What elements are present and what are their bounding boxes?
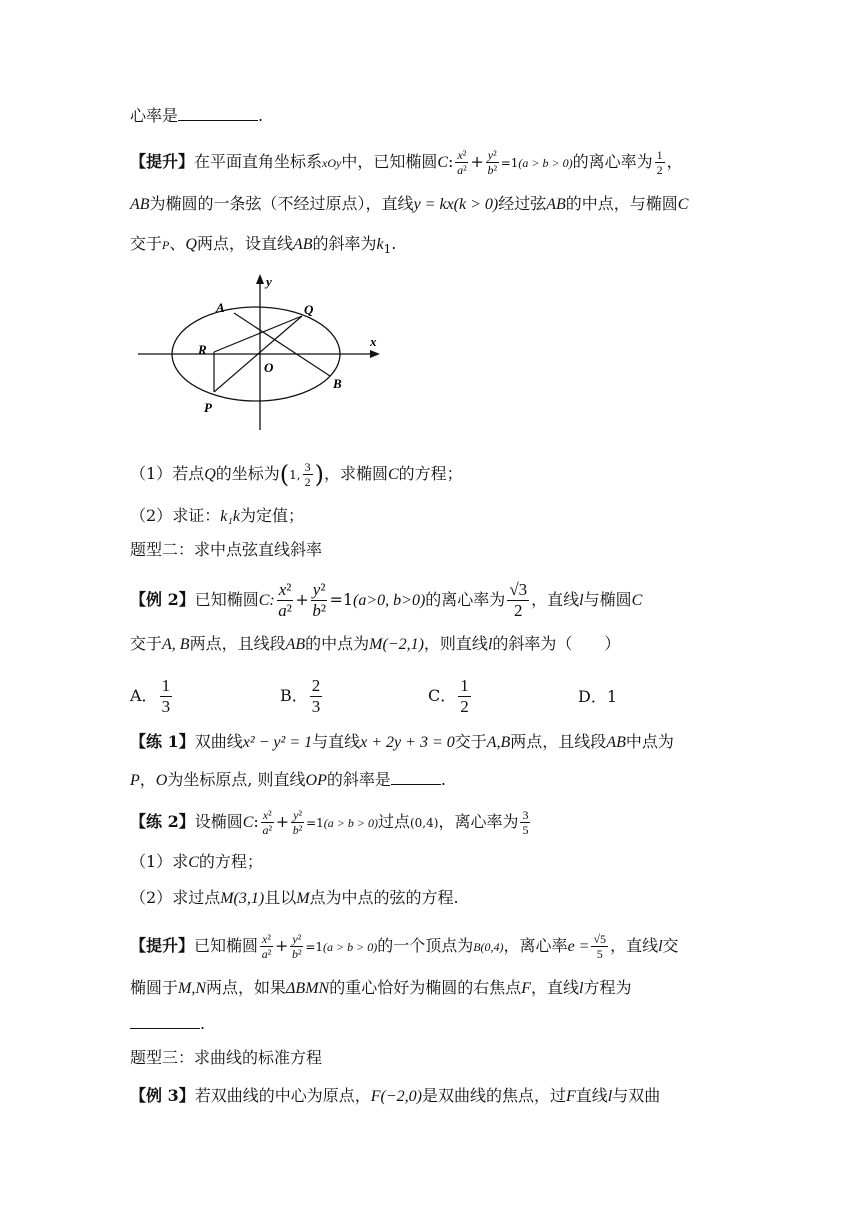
option-c[interactable] (428, 676, 473, 717)
text: 已知椭圆 (194, 936, 259, 955)
text: 经过弦 (498, 194, 547, 213)
math: F(−2,0) (370, 1088, 422, 1105)
text: 的重心恰好为椭圆的右焦点 (329, 978, 522, 997)
text: 交于 (130, 234, 163, 253)
text: . (200, 1014, 206, 1033)
text: 为定值； (239, 506, 304, 525)
text: 的离心率为 (425, 590, 506, 609)
label-y: y (266, 274, 272, 289)
numerator: 1 (460, 676, 469, 695)
math: =1 (306, 816, 324, 830)
denominator: 3 (311, 697, 321, 716)
option-label: A． (130, 686, 158, 705)
math: 1 (383, 242, 392, 257)
numerator: 3 (522, 808, 529, 822)
math: OP (305, 772, 327, 789)
label-p: P (204, 400, 212, 415)
fraction: $\frac{\text{x²}}{\text{a²}}$ (278, 580, 292, 620)
option-d[interactable] (578, 684, 617, 707)
math: C: (258, 592, 275, 609)
text: 已知椭圆 (194, 590, 259, 609)
math: Q (185, 236, 197, 253)
paren: ( (279, 460, 290, 489)
math: C (188, 854, 199, 871)
example-3 (130, 1084, 742, 1109)
math: =1 (500, 156, 519, 170)
problem-line (130, 1012, 742, 1036)
denominator: 2 (304, 475, 311, 489)
numerator: 3 (304, 460, 311, 474)
math: A,B (486, 734, 511, 751)
text: 的中点为 (305, 634, 370, 653)
math: AB (546, 196, 566, 213)
x-arrow (370, 350, 380, 358)
math: C (677, 196, 689, 213)
fraction (310, 676, 323, 717)
math: A, B (162, 636, 190, 653)
text: 设椭圆 (194, 812, 243, 831)
math: AB (285, 636, 306, 653)
text: . (440, 770, 446, 789)
math: k₁k (220, 508, 240, 525)
option-b[interactable] (280, 676, 324, 717)
text: ， (666, 152, 683, 171)
text: 为坐标原点, 则直线 (167, 770, 306, 789)
problem-tisheng-1: 【提升】在平面直角坐标系xOy中，已知椭圆C: $\frac{\text{x²}}{\text{a²}}$ + $\frac{\text{y²}}{\text{b²}}$ =1(a > b > 0)的离心率为 $\frac{1}{2}$ ， (130, 148, 683, 177)
option-label: B． (280, 686, 308, 705)
numerator: 1 (161, 676, 171, 695)
text: 椭圆于 (130, 978, 179, 997)
text: 点为中点的弦的方程 (309, 888, 454, 907)
fraction: $\frac{\text{x²}}{\text{a²}}$ (457, 148, 467, 177)
label-a: A (216, 300, 225, 315)
paren: ) (314, 460, 324, 489)
math: M,N (178, 980, 207, 997)
fraction (303, 460, 313, 489)
math: ΔBMN (286, 980, 330, 997)
text: 交于 (454, 732, 487, 751)
option-label: D． (578, 687, 607, 706)
text: ，直线 (610, 936, 659, 955)
text: 若点 (172, 464, 205, 483)
label-r: R (198, 342, 207, 357)
example-2: 【例 2】已知椭圆C: $\frac{\text{x²}}{\text{a²}}$ + $\frac{\text{y²}}{\text{b²}}$ =1(a>0, b>0)的离心率为 $\frac{√3}{2}$ ，直线l与椭圆C (130, 580, 643, 620)
denominator: 3 (161, 697, 171, 716)
problem-label: 【提升】 (130, 152, 195, 171)
text: 且以 (264, 888, 297, 907)
text: 两点，设直线 (196, 234, 293, 253)
text: 中点为 (625, 732, 674, 751)
problem-line (130, 192, 742, 217)
section-title: 题型三：求曲线的标准方程 (130, 1048, 323, 1067)
text: 两点，且线段 (510, 732, 607, 751)
math: xOy (322, 156, 342, 170)
math: e = (567, 938, 590, 955)
text: ，离心率为 (438, 812, 519, 831)
problem-line (130, 768, 742, 793)
question-number: （1） (130, 852, 173, 871)
problem-label: 【练 1】 (130, 732, 195, 751)
text: 的中点，与椭圆 (565, 194, 678, 213)
fraction: $\frac{\text{y²}}{\text{b²}}$ (292, 808, 303, 837)
problem-label: 【例 2】 (130, 590, 195, 609)
math: 1, (289, 468, 301, 482)
fraction: $\frac{\text{y²}}{\text{b²}}$ (292, 932, 302, 961)
math: AB (606, 734, 626, 751)
fraction (458, 676, 471, 717)
problem-line (130, 976, 742, 1001)
math: M(−2,1) (369, 636, 424, 653)
text: 求过点 (172, 888, 221, 907)
problem-label: 【练 2】 (130, 812, 195, 831)
line-rq (214, 316, 302, 352)
fraction (591, 932, 608, 961)
label-q: Q (304, 302, 314, 317)
math: x² − y² = 1 (242, 734, 313, 751)
denominator: 2 (656, 163, 663, 177)
text: 的方程； (198, 852, 263, 871)
practice-2: 【练 2】设椭圆C: $\frac{\text{x²}}{\text{a²}}$ + $\frac{\text{y²}}{\text{b²}}$ =1(a > b > 0)过点(0,4)，离心率为 $\frac{3}{5}$ (130, 808, 529, 837)
label-o: O (264, 360, 274, 375)
text: ，则直线 (423, 634, 488, 653)
fraction: $\frac{\text{x²}}{\text{a²}}$ (262, 808, 273, 837)
math: C (242, 814, 254, 831)
text: 过点 (377, 812, 410, 831)
question-2 (130, 886, 742, 911)
question-number: （1） (130, 464, 173, 483)
math: O (155, 772, 168, 789)
fraction (655, 148, 665, 177)
fraction: $\frac{\text{y²}}{\text{b²}}$ (487, 148, 498, 177)
label-x: x (370, 334, 377, 349)
math: =1 (305, 940, 324, 954)
text-line (130, 104, 742, 128)
text: 直线 (575, 1086, 608, 1105)
text: . (391, 234, 397, 253)
math: (0,4) (409, 816, 439, 830)
math: (a > b > 0) (323, 816, 378, 830)
math: M (296, 890, 310, 907)
text: ，直线 (531, 590, 580, 609)
text: 两点，如果 (206, 978, 287, 997)
chord-ab (234, 313, 330, 376)
text: 的离心率为 (572, 152, 653, 171)
answer-blank (391, 768, 441, 785)
denominator: 2 (513, 601, 523, 620)
math: C (437, 154, 449, 171)
text: 求证： (172, 506, 221, 525)
text: ，直线 (531, 978, 580, 997)
problem-label: 【例 3】 (130, 1086, 195, 1105)
math: (a > b > 0) (518, 156, 573, 170)
text: 中，已知椭圆 (341, 152, 438, 171)
math: l (579, 592, 584, 609)
option-label: C． (428, 686, 457, 705)
question-2 (130, 504, 742, 529)
math: F (521, 980, 531, 997)
text: 是双曲线的焦点，过 (421, 1086, 566, 1105)
math: y = kx(k > 0) (413, 196, 499, 213)
fraction: $\frac{\text{x²}}{\text{a²}}$ (261, 932, 272, 961)
text: 的一个顶点为 (377, 936, 474, 955)
text: ，求椭圆 (323, 464, 388, 483)
math: P (130, 772, 140, 789)
question-number: （2） (130, 888, 173, 907)
y-arrow (256, 274, 264, 284)
text: . (258, 106, 264, 125)
text: 心率是 (130, 106, 179, 125)
text: 交于 (130, 634, 163, 653)
math: P (162, 238, 170, 252)
problem-line (130, 232, 742, 261)
problem-tisheng-2: 【提升】已知椭圆 $\frac{\text{x²}}{\text{a²}}$ + $\frac{\text{y²}}{\text{b²}}$ =1(a > b > 0)的一个顶点为B(0,4)，离心率e = $\frac{√5}{5}$ ，直线l交 (130, 932, 679, 961)
question-1 (130, 850, 742, 875)
math: B(0,4) (473, 940, 504, 954)
section-title: 题型二：求中点弦直线斜率 (130, 540, 323, 559)
math: (a > b > 0) (323, 940, 378, 954)
text: 的方程； (398, 464, 463, 483)
text: ， (139, 770, 156, 789)
text: . (453, 888, 459, 907)
math: AB (130, 196, 150, 213)
question-number: （2） (130, 506, 173, 525)
problem-line (130, 632, 742, 657)
math: l (579, 980, 584, 997)
math: (a>0, b>0) (353, 592, 426, 609)
text: 的斜率为（ ） (492, 634, 621, 653)
text: 在平面直角坐标系 (194, 152, 323, 171)
math: l (487, 636, 493, 653)
math: l (658, 938, 663, 955)
math: : (253, 812, 259, 831)
text: 若双曲线的中心为原点， (194, 1086, 371, 1105)
math: AB (292, 236, 313, 253)
text: 与双曲 (612, 1086, 661, 1105)
text: 的坐标为 (215, 464, 280, 483)
math: M(3,1) (220, 890, 265, 907)
math: Q (204, 466, 216, 483)
math: C (388, 466, 399, 483)
numerator: √5 (593, 932, 607, 946)
question-1 (130, 460, 742, 489)
text: 的斜率是 (326, 770, 391, 789)
answer-blank (178, 104, 258, 121)
label-b: B (333, 376, 342, 391)
problem-label: 【提升】 (130, 936, 195, 955)
text: 双曲线 (194, 732, 243, 751)
denominator: 2 (460, 697, 469, 716)
math: k (376, 236, 384, 253)
practice-1 (130, 730, 742, 755)
math: F (565, 1088, 576, 1105)
text: 求 (172, 852, 189, 871)
denominator: 5 (596, 947, 603, 961)
numerator: √3 (509, 580, 528, 599)
numerator: 2 (311, 676, 321, 695)
option-value: 1 (606, 687, 618, 706)
denominator: 5 (522, 823, 529, 837)
fraction (507, 580, 529, 621)
text: 为椭圆的一条弦（不经过原点），直线 (149, 194, 414, 213)
text: 方程为 (583, 978, 632, 997)
text: ，离心率 (503, 936, 568, 955)
math: =1 (329, 590, 354, 609)
fraction: $\frac{\text{y²}}{\text{b²}}$ (312, 580, 326, 620)
fraction (160, 676, 173, 717)
ellipse-figure (130, 270, 390, 440)
option-a[interactable] (130, 676, 174, 717)
math: l (607, 1088, 613, 1105)
text: 的斜率为 (312, 234, 377, 253)
math: : (448, 152, 454, 171)
math: C (631, 592, 643, 609)
text: 两点，且线段 (189, 634, 286, 653)
text: 与直线 (312, 732, 361, 751)
text: 与椭圆 (583, 590, 632, 609)
math: x + 2y + 3 = 0 (360, 734, 455, 751)
text: 交 (662, 936, 679, 955)
text: 、 (169, 234, 186, 253)
answer-blank (130, 1012, 200, 1029)
numerator: 1 (656, 148, 663, 162)
fraction (520, 808, 530, 837)
